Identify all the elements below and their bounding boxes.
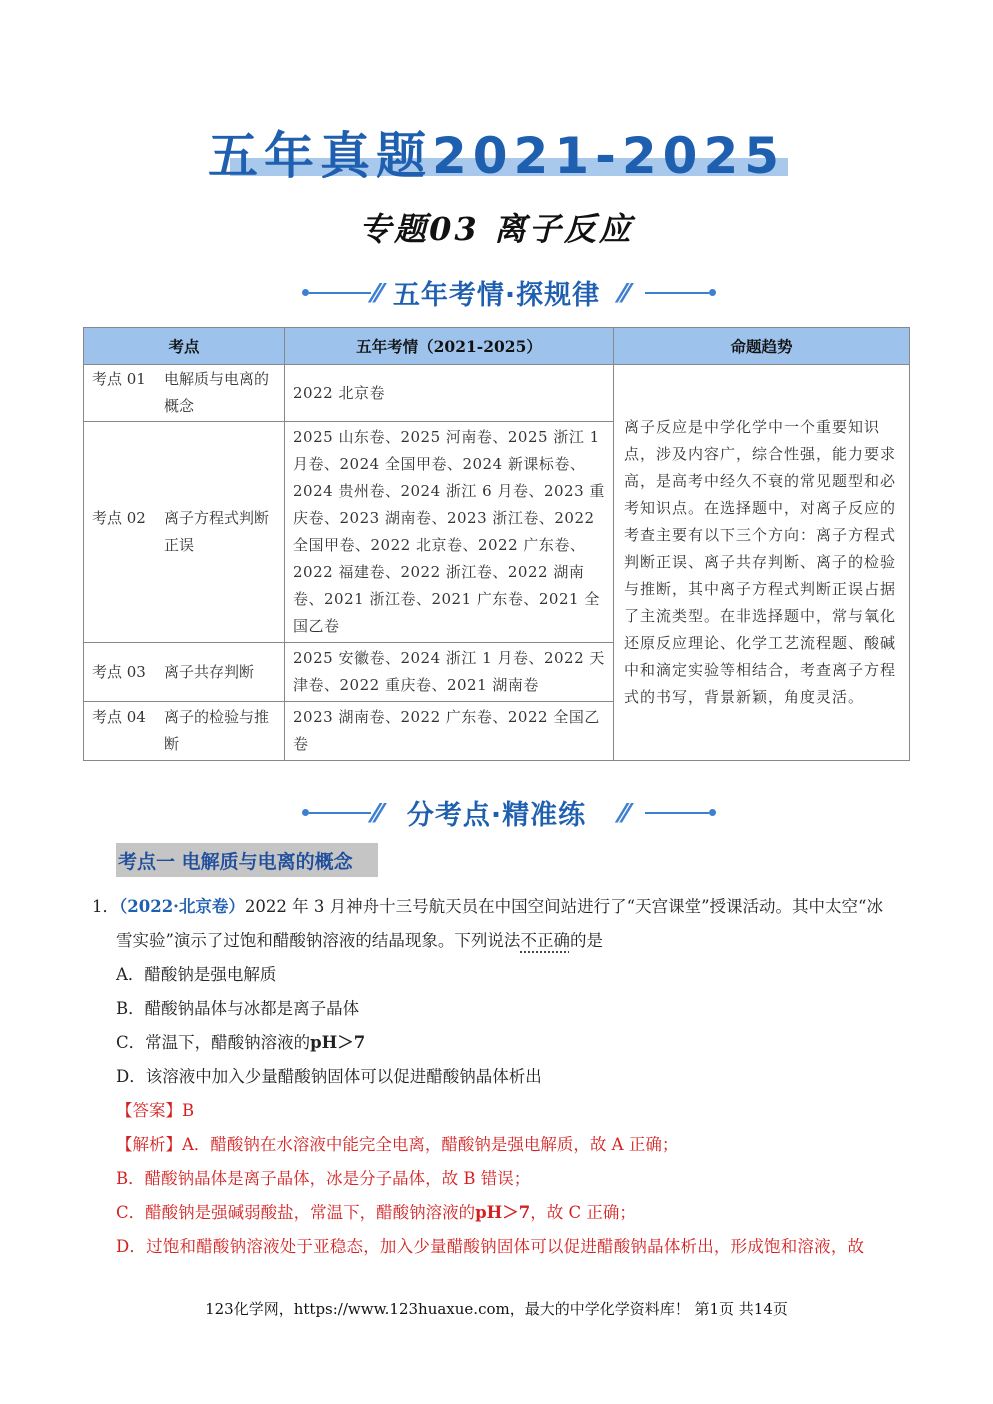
table-cell-years: 2025 山东卷、2025 河南卷、2025 浙江 1 月卷、2024 全国甲卷、2024 新课标卷、2024 贵州卷、2024 浙江 6 月卷、2023 重庆卷、2023 湖南卷、2023 浙江卷、2022 全国甲卷、2022 北京卷、2022 广东卷、2022 福建卷、2022 浙江卷、2022 湖南卷、2021 浙江卷、2021 广东卷、2021 全国乙卷 <box>285 422 614 643</box>
banner-title: 五年考情·探规律 <box>392 280 601 311</box>
answer: 【答案】B <box>116 1101 195 1120</box>
subtitle: 专题03 离子反应 <box>359 210 634 248</box>
question-stem: 雪实验”演示了过饱和醋酸钠溶液的结晶现象。下列说法 <box>116 931 521 950</box>
table-cell-kaodian <box>84 422 285 643</box>
analysis-label: 【解析】 <box>116 1135 182 1154</box>
banner-slash-icon: ⁄⁄ <box>373 799 382 829</box>
banner-slash-icon: ⁄⁄ <box>620 799 629 829</box>
banner-line <box>645 292 709 294</box>
question-number: 1． <box>92 897 119 916</box>
table-header: 考点 <box>84 328 285 365</box>
kaodian-number: 考点 01 <box>92 370 146 388</box>
banner-slash-icon: ⁄⁄ <box>620 279 629 309</box>
kaodian-name: 离子的检验与推断 <box>164 708 270 753</box>
banner-title: 分考点·精准练 <box>406 800 587 831</box>
table-cell-kaodian <box>84 365 285 422</box>
ph-formula: pH＞7 <box>310 1033 366 1052</box>
kaodian-number: 考点 04 <box>92 708 146 726</box>
analysis-line-a <box>116 1133 678 1157</box>
kaodian-heading-text: 考点一 电解质与电离的概念 <box>118 851 353 873</box>
analysis-line-c <box>116 1201 636 1225</box>
table-cell-years: 2023 湖南卷、2022 广东卷、2022 全国乙卷 <box>285 702 614 761</box>
exam-summary-table <box>83 327 910 761</box>
analysis-text: ，故 C 正确； <box>530 1203 636 1222</box>
table-cell-kaodian <box>84 643 285 702</box>
question-source: （2022·北京卷） <box>119 897 245 916</box>
emphasis-text: 不正确 <box>520 931 570 950</box>
option-a[interactable]: A．醋酸钠是强电解质 <box>116 965 277 984</box>
banner-line <box>645 812 709 814</box>
question-line-2 <box>116 929 603 953</box>
table-cell-trend: 离子反应是中学化学中一个重要知识点，涉及内容广，综合性强，能力要求高，是高考中经久不衰的常见题型和必考知识点。在选择题中，对离子反应的考查主要有以下三个方向：离子方程式判断正误、离子共存判断、离子的检验与推断，其中离子方程式判断正误占据了主流类型。在非选择题中，常与氧化还原反应理论、化学工艺流程题、酸碱中和滴定实验等相结合，考查离子方程式的书写，背景新颖，角度灵活。 <box>614 365 910 761</box>
table-header: 五年考情（2021-2025） <box>285 328 614 365</box>
banner-dot <box>709 289 716 296</box>
kaodian-number: 考点 02 <box>92 509 146 527</box>
option-text: C．常温下，醋酸钠溶液的 <box>116 1033 311 1052</box>
section-banner-1 <box>0 273 993 313</box>
kaodian-name: 离子共存判断 <box>164 662 255 681</box>
analysis-text: A．醋酸钠在水溶液中能完全电离，醋酸钠是强电解质，故 A 正确； <box>182 1135 679 1154</box>
question-line-1 <box>92 895 883 919</box>
analysis-text: C．醋酸钠是强碱弱酸盐，常温下，醋酸钠溶液的 <box>116 1203 476 1222</box>
table-cell-years: 2025 安徽卷、2024 浙江 1 月卷、2022 天津卷、2022 重庆卷、2021 湖南卷 <box>285 643 614 702</box>
question-stem: 的是 <box>569 931 603 950</box>
section-banner-2 <box>0 793 993 833</box>
question-stem: 2022 年 3 月神舟十三号航天员在中国空间站进行了“天宫课堂”授课活动。其中太空“冰 <box>244 897 883 916</box>
table-cell-kaodian <box>84 702 285 761</box>
option-c[interactable] <box>116 1031 365 1055</box>
analysis-line-d: D．过饱和醋酸钠溶液处于亚稳态，加入少量醋酸钠固体可以促进醋酸钠晶体析出，形成饱和溶液，故 <box>116 1237 865 1256</box>
page-footer: 123化学网，https://www.123huaxue.com，最大的中学化学资料库！ 第1页 共14页 <box>205 1300 788 1318</box>
table-header: 命题趋势 <box>614 328 910 365</box>
kaodian-name: 电解质与电离的概念 <box>164 370 270 415</box>
kaodian-number: 考点 03 <box>92 662 146 681</box>
option-d[interactable]: D．该溶液中加入少量醋酸钠固体可以促进醋酸钠晶体析出 <box>116 1067 542 1086</box>
banner-slash-icon: ⁄⁄ <box>373 279 382 309</box>
analysis-line-b: B．醋酸钠晶体是离子晶体，冰是分子晶体，故 B 错误； <box>116 1169 531 1188</box>
kaodian-name: 离子方程式判断正误 <box>164 509 270 554</box>
ph-formula: pH＞7 <box>475 1203 531 1222</box>
table-cell-years: 2022 北京卷 <box>285 365 614 422</box>
main-title: 五年真题2021-2025 <box>207 127 786 185</box>
option-b[interactable]: B．醋酸钠晶体与冰都是离子晶体 <box>116 999 360 1018</box>
banner-dot <box>709 809 716 816</box>
kaodian-heading <box>116 843 378 877</box>
